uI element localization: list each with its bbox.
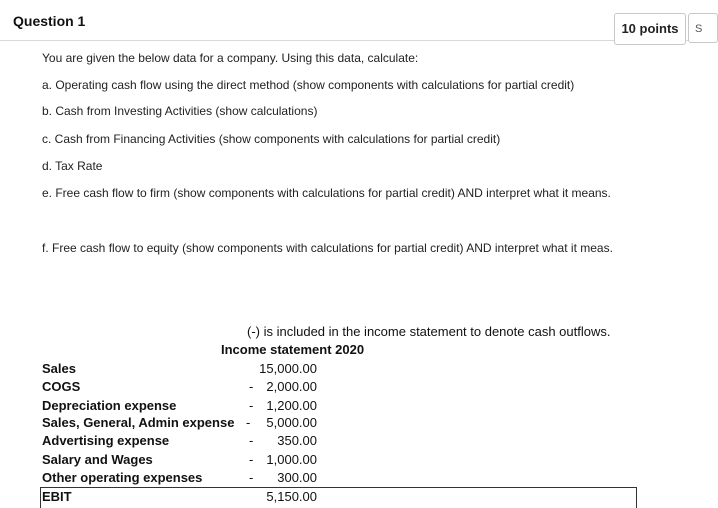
question-title: Question 1 — [13, 13, 86, 29]
prompt-intro: You are given the below data for a company. Using this data, calculate: — [42, 51, 419, 65]
income-statement-note: (-) is included in the income statement to denote cash outflows. — [247, 324, 611, 339]
row-value: 300.00 — [277, 470, 317, 485]
row-label: Advertising expense — [42, 433, 170, 448]
row-value: 5,000.00 — [266, 415, 317, 430]
prompt-item-d: d. Tax Rate — [42, 159, 103, 173]
row-sign: - — [249, 452, 254, 467]
row-value: 5,150.00 — [266, 489, 317, 504]
table-row — [42, 433, 342, 451]
row-label: Other operating expenses — [42, 470, 203, 485]
row-sign: - — [246, 415, 251, 430]
row-sign: - — [249, 398, 254, 413]
prompt-item-e: e. Free cash flow to firm (show components with calculations for partial credit) AND interpret what it means. — [42, 186, 611, 200]
row-label: COGS — [42, 379, 81, 394]
row-label: Sales, General, Admin expense — [42, 415, 235, 430]
row-label: Salary and Wages — [42, 452, 153, 467]
table-row — [42, 379, 342, 397]
row-value: 1,200.00 — [266, 398, 317, 413]
row-label: Depreciation expense — [42, 398, 177, 413]
row-value: 2,000.00 — [266, 379, 317, 394]
points-badge: 10 points — [614, 13, 686, 45]
table-row — [42, 398, 342, 416]
row-value: 350.00 — [277, 433, 317, 448]
save-button[interactable]: S — [688, 13, 718, 43]
row-value: 15,000.00 — [259, 361, 317, 376]
prompt-item-b: b. Cash from Investing Activities (show calculations) — [42, 104, 318, 118]
table-row — [42, 415, 342, 433]
row-sign: - — [249, 470, 254, 485]
prompt-item-a: a. Operating cash flow using the direct method (show components with calculations for partial credit) — [42, 78, 575, 92]
row-sign: - — [249, 433, 254, 448]
prompt-item-f: f. Free cash flow to equity (show components with calculations for partial credit) AND interpret what it meas. — [42, 241, 613, 255]
table-row — [42, 361, 342, 379]
question-header — [0, 0, 703, 41]
row-sign: - — [249, 379, 254, 394]
row-label: EBIT — [42, 489, 72, 504]
row-value: 1,000.00 — [266, 452, 317, 467]
table-row — [42, 452, 342, 470]
table-row — [42, 470, 342, 488]
row-label: Sales — [42, 361, 76, 376]
prompt-item-c: c. Cash from Financing Activities (show components with calculations for partial credit) — [42, 132, 501, 146]
table-row — [42, 489, 342, 507]
income-statement-title: Income statement 2020 — [221, 342, 365, 357]
